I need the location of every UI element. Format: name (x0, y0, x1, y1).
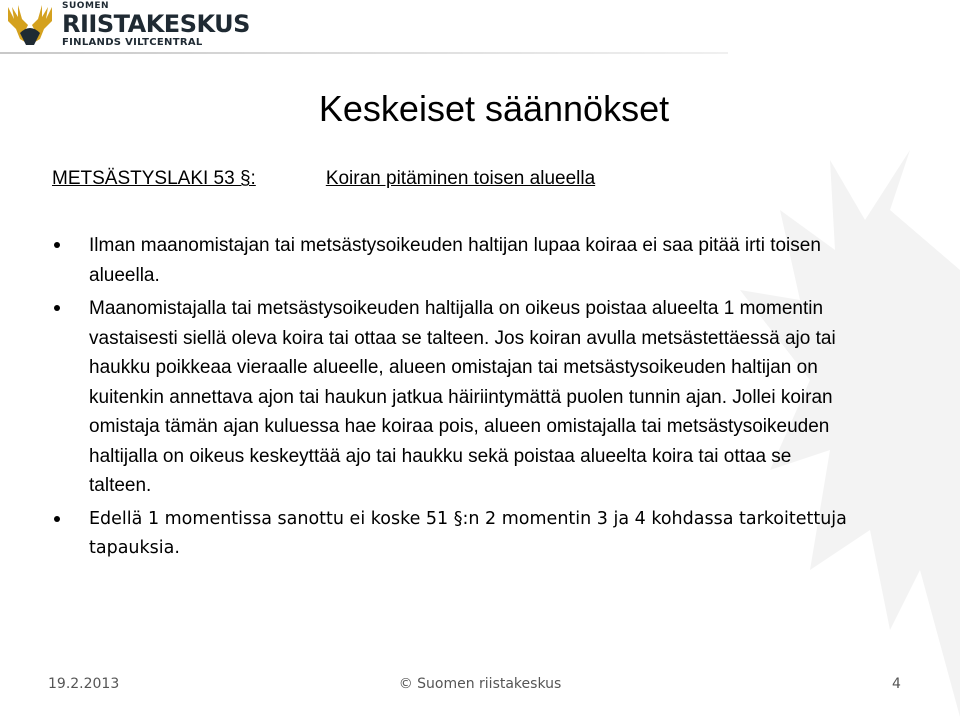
logo-line-riistakeskus: RIISTAKESKUS (62, 10, 250, 38)
law-reference-line (52, 168, 595, 190)
riistakeskus-logo (4, 2, 250, 48)
bullet-item: Edellä 1 momentissa sanottu ei koske 51 §:n 2 momentin 3 ja 4 kohdassa tarkoitettuja tapauksia. (52, 505, 852, 564)
bullet-item: Ilman maanomistajan tai metsästysoikeuden haltijan lupaa koiraa ei saa pitää irti toisen alueella. (52, 231, 852, 290)
page-number: 4 (892, 676, 901, 692)
bullet-item: Maanomistajalla tai metsästysoikeuden haltijalla on oikeus poistaa alueelta 1 momentin vastaisesti siellä oleva koira tai ottaa se talteen. Jos koiran avulla metsästettäessä ajo tai haukku poikkeaa vieraalle alueelle, alueen omistajan tai metsästysoikeuden haltijan on kuitenkin annettava ajon tai haukun jatkua häiriintymättä puolen tunnin ajan. Jollei koiran omistaja tämän ajan kuluessa hae koiraa pois, alueen omistajalla tai metsästysoikeuden haltijalla on oikeus keskeyttää ajo tai haukku sekä poistaa alueelta koira tai ottaa se talteen. (52, 294, 852, 501)
header-divider (0, 52, 728, 54)
footer-copyright: © Suomen riistakeskus (398, 676, 562, 692)
antler-logo-icon (4, 3, 56, 47)
slide-title: Keskeiset säännökset (318, 88, 670, 129)
logo-line-viltcentral: FINLANDS VILTCENTRAL (62, 37, 203, 48)
bullet-list (52, 231, 852, 564)
slide-footer (0, 676, 960, 696)
logo-line-suomen: SUOMEN (62, 1, 110, 11)
law-section-heading: Koiran pitäminen toisen alueella (325, 168, 596, 189)
law-reference: METSÄSTYSLAKI 53 §: (52, 168, 256, 189)
footer-date: 19.2.2013 (48, 676, 120, 692)
